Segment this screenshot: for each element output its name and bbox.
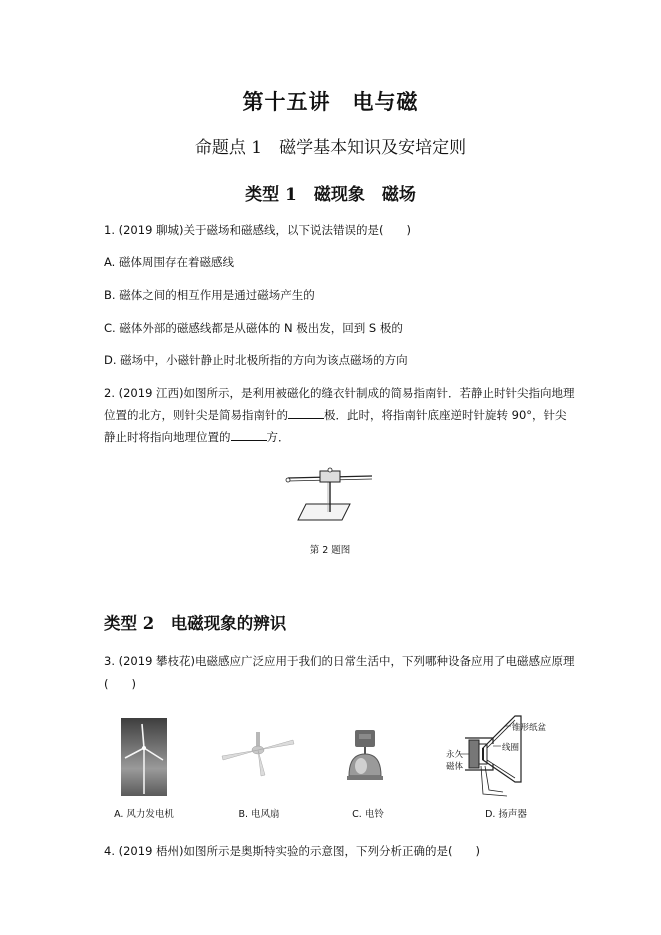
q1-option-d: D. 磁场中，小磁针静止时北极所指的方向为该点磁场的方向 [104, 353, 408, 367]
q2-line1: 2. (2019 江西)如图所示，是利用被磁化的缝衣针制成的简易指南针．若静止时针尖指向地理 [104, 386, 575, 400]
type1-heading: 类型 1 磁现象 磁场 [245, 185, 416, 205]
wind-turbine-image [121, 718, 167, 796]
speaker-magnet-label-top: 永久 [446, 750, 464, 760]
speaker-magnet-label-bottom: 磁体 [446, 762, 464, 772]
topic-heading: 命题点 1 磁学基本知识及安培定则 [194, 138, 467, 158]
option-d-caption: D. 扬声器 [485, 809, 527, 820]
q4-stem: 4. (2019 梧州)如图所示是奥斯特实验的示意图，下列分析正确的是( ) [104, 844, 480, 858]
compass-needle-figure [280, 460, 380, 525]
electric-fan-image [218, 730, 298, 780]
type2-heading: 类型 2 电磁现象的辨识 [104, 614, 287, 633]
q3-line1: 3. (2019 攀枝花)电磁感应广泛应用于我们的日常生活中，下列哪种设备应用了电磁感应原理 [104, 654, 575, 668]
q1-option-a: A. 磁体周围存在着磁感线 [104, 255, 234, 269]
answer-blank [231, 430, 267, 441]
q1-option-b: B. 磁体之间的相互作用是通过磁场产生的 [104, 288, 315, 302]
option-a-caption: A. 风力发电机 [114, 809, 174, 820]
electric-bell-image [343, 728, 389, 790]
speaker-cone-label: 锥形纸盆 [512, 723, 547, 733]
q2-line3-start: 静止时将指向地理位置的 [104, 430, 231, 444]
q1-option-c: C. 磁体外部的磁感线都是从磁体的 N 极出发，回到 S 极的 [104, 321, 403, 335]
q2-line3 [104, 429, 290, 445]
q2-line2 [104, 407, 567, 423]
q2-line2-end: 极．此时，将指南针底座逆时针旋转 90°，针尖 [324, 408, 567, 422]
page-title: 第十五讲 电与磁 [242, 89, 419, 114]
q2-line2-start: 位置的北方，则针尖是简易指南针的 [104, 408, 288, 422]
q3-line2: ( ) [104, 677, 136, 691]
q2-line3-end: 方． [266, 430, 290, 444]
option-b-caption: B. 电风扇 [238, 809, 280, 820]
q1-stem: 1. (2019 聊城)关于磁场和磁感线，以下说法错误的是( ) [104, 223, 411, 237]
speaker-coil-label: 线圈 [502, 743, 520, 753]
figure-caption: 第 2 题图 [309, 545, 351, 556]
answer-blank [288, 408, 324, 419]
option-c-caption: C. 电铃 [352, 809, 384, 820]
